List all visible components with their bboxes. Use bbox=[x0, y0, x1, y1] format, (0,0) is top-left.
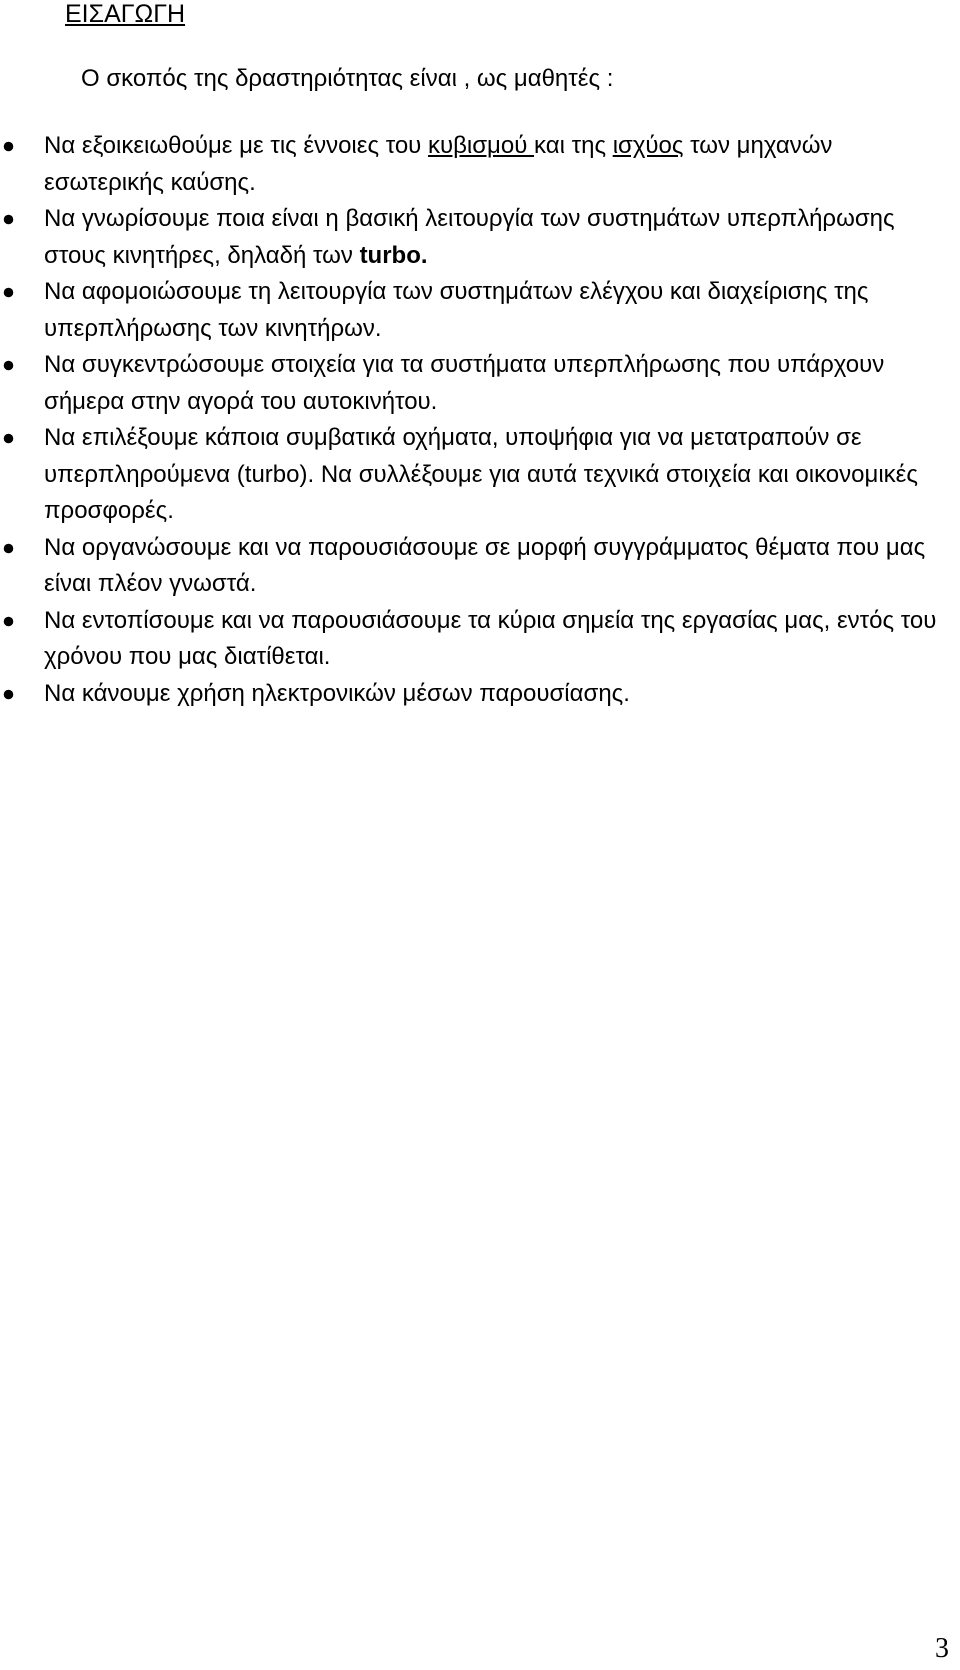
goal-text: Να επιλέξουμε κάποια συμβατικά οχήματα, υποψήφια για να μετατραπούν σε υπερπληρούμενα (turbo). Να συλλέξουμε για αυτά τεχνικά στοιχεία και οικονομικές προσφορές. bbox=[44, 424, 918, 524]
goal-text: Να κάνουμε χρήση ηλεκτρονικών μέσων παρουσίασης. bbox=[44, 679, 630, 707]
intro-sentence: Ο σκοπός της δραστηριότητας είναι , ως μαθητές : bbox=[81, 65, 614, 92]
goal-text: Να οργανώσουμε και να παρουσιάσουμε σε μορφή συγγράμματος θέματα που μας είναι πλέον γνωστά. bbox=[44, 533, 926, 597]
goal-text: των μηχανών εσωτερικής καύσης. bbox=[44, 132, 833, 196]
bullet-icon bbox=[0, 540, 17, 557]
goal-item bbox=[0, 603, 960, 676]
bullet-icon bbox=[0, 357, 17, 374]
bullet-icon bbox=[0, 430, 17, 447]
goals-list bbox=[0, 128, 960, 712]
goal-text: Να εντοπίσουμε και να παρουσιάσουμε τα κύρια σημεία της εργασίας μας, εντός του χρόνου που μας διατίθεται. bbox=[44, 606, 937, 670]
goal-item bbox=[0, 347, 960, 420]
bullet-icon bbox=[0, 211, 17, 228]
goal-item bbox=[0, 128, 960, 201]
goal-text: Να γνωρίσουμε ποια είναι η βασική λειτουργία των συστημάτων υπερπλήρωσης στους κινητήρες, δηλαδή των bbox=[44, 205, 895, 269]
goal-item bbox=[0, 676, 960, 713]
bullet-icon bbox=[0, 686, 17, 703]
bullet-icon bbox=[0, 284, 17, 301]
bullet-icon bbox=[0, 138, 17, 155]
goal-text: και της bbox=[534, 132, 613, 159]
goal-text: Να συγκεντρώσουμε στοιχεία για τα συστήματα υπερπλήρωσης που υπάρχουν σήμερα στην αγορά του αυτοκινήτου. bbox=[44, 351, 885, 415]
goal-text: Να αφομοιώσουμε τη λειτουργία των συστημάτων ελέγχου και διαχείρισης της υπερπλήρωσης των κινητήρων. bbox=[44, 278, 869, 342]
goal-text: Να εξοικειωθούμε με τις έννοιες του bbox=[44, 132, 428, 159]
goal-term-displacement: κυβισμού bbox=[427, 132, 535, 159]
page-number: 3 bbox=[935, 1633, 949, 1664]
goal-item bbox=[0, 530, 960, 603]
goal-term-turbo: turbo. bbox=[359, 241, 428, 269]
section-heading: ΕΙΣΑΓΩΓΗ bbox=[65, 0, 186, 28]
bullet-icon bbox=[0, 613, 17, 630]
goal-item bbox=[0, 274, 960, 347]
goal-item bbox=[0, 201, 960, 274]
goal-term-power: ισχύος bbox=[612, 132, 684, 159]
goal-item bbox=[0, 420, 960, 530]
